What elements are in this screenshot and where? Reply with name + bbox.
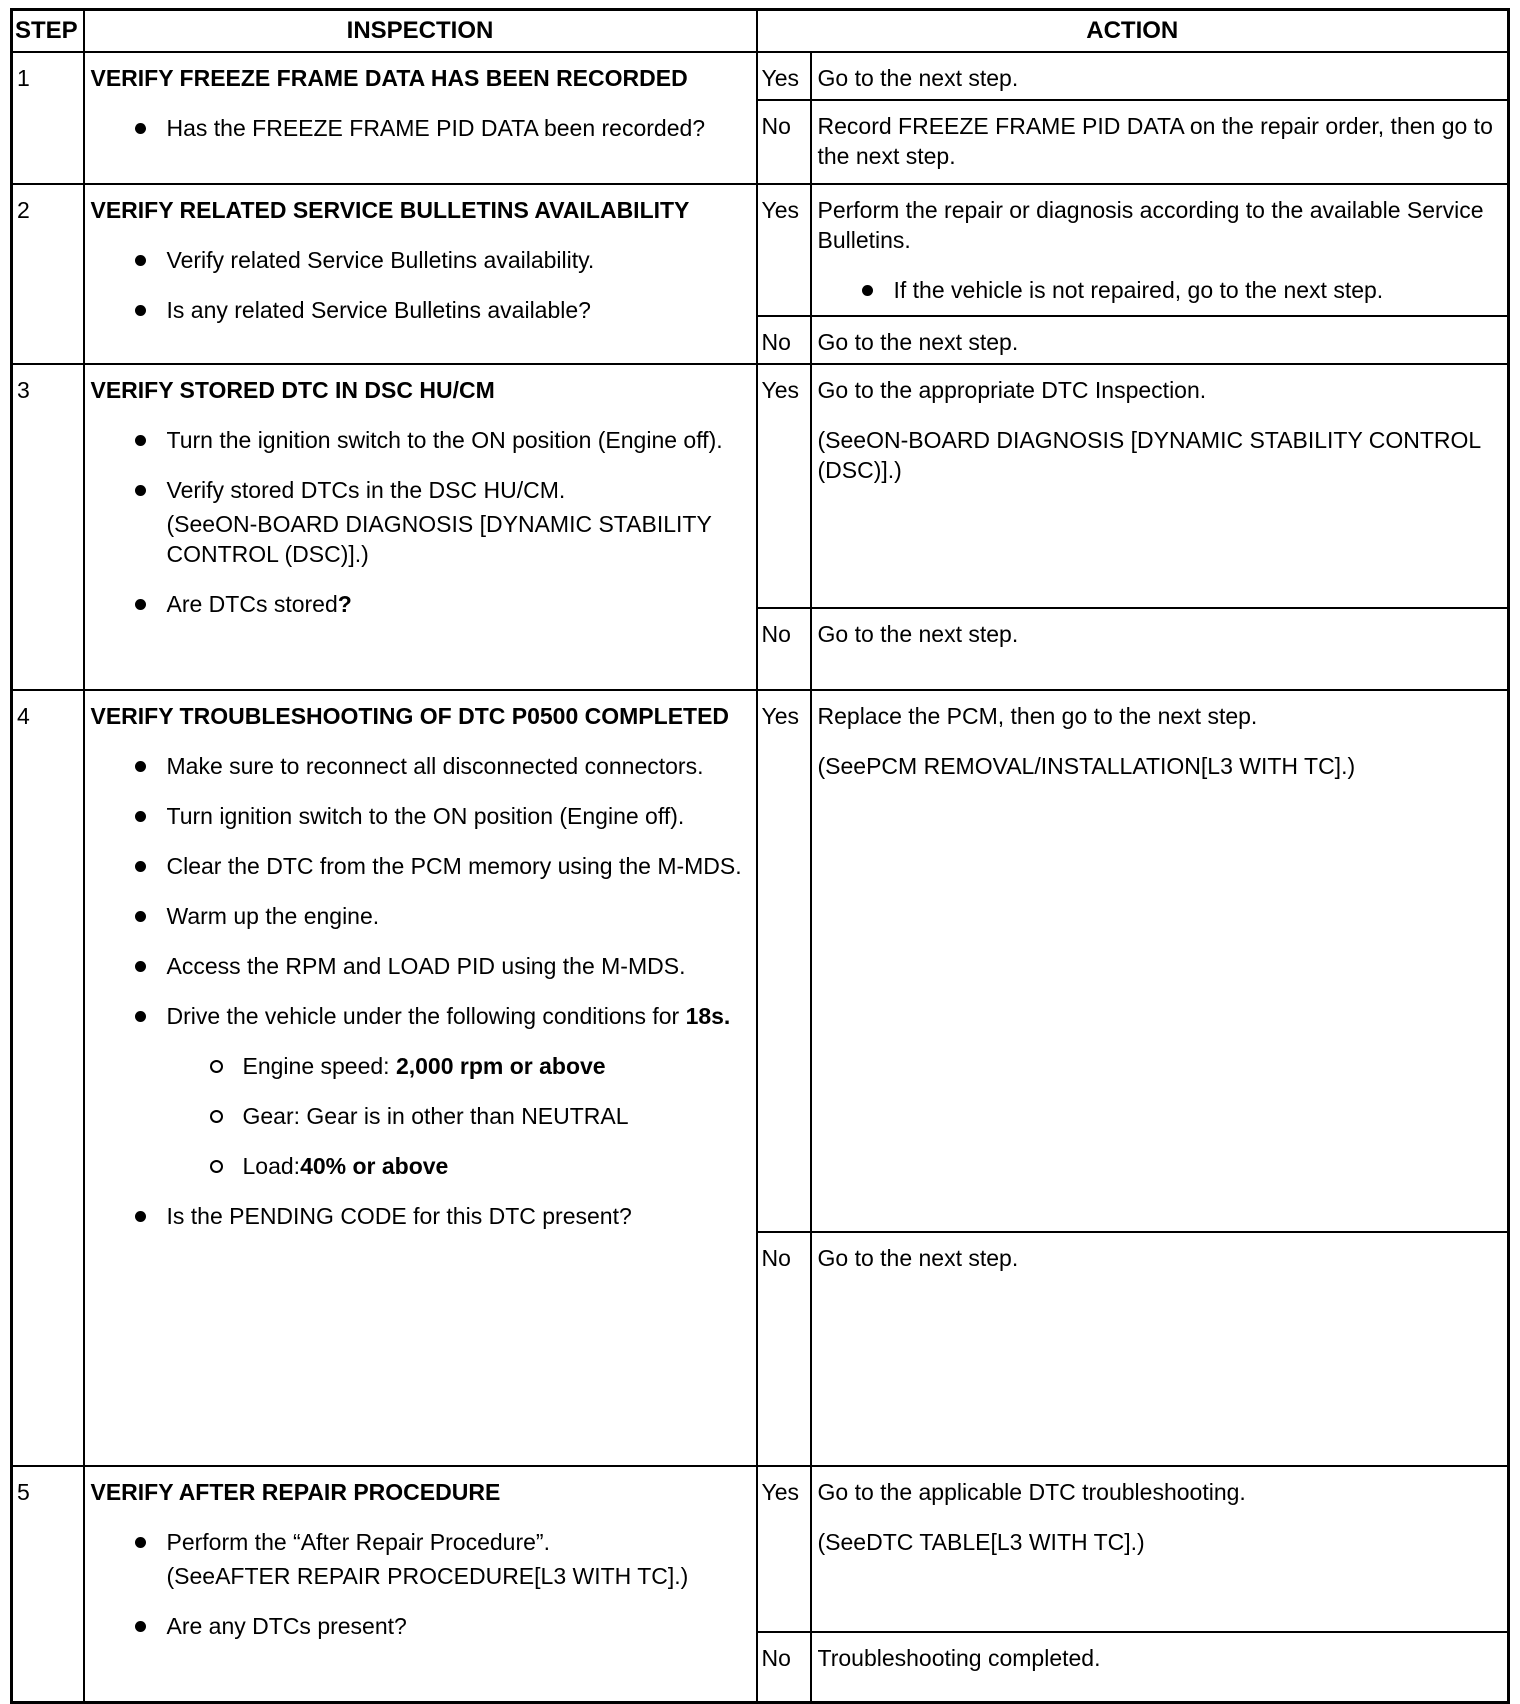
bullet-icon: [135, 123, 146, 134]
bullet-icon: [135, 305, 146, 316]
inspection-item: Has the FREEZE FRAME PID DATA been recorded?: [91, 113, 750, 143]
no-action: [811, 1632, 1509, 1702]
inspection-item: Are DTCs stored?: [91, 589, 750, 619]
condition-item: Gear: Gear is in other than NEUTRAL: [91, 1101, 750, 1131]
step-number: 5: [12, 1466, 84, 1702]
action-text: Record FREEZE FRAME PID DATA on the repair order, then go to the next step.: [817, 113, 1493, 169]
yes-action: [811, 52, 1509, 100]
action-column-header: ACTION: [757, 10, 1509, 53]
yes-action: [811, 364, 1509, 608]
bullet-icon: [135, 1621, 146, 1632]
circle-bullet-icon: [210, 1060, 223, 1073]
bullet-icon: [862, 285, 873, 296]
inspection-item: Verify stored DTCs in the DSC HU/CM.: [91, 475, 750, 505]
step-number: 3: [12, 364, 84, 690]
action-text: Replace the PCM, then go to the next step.: [817, 703, 1258, 729]
header-row: [12, 10, 1509, 53]
no-label: No: [757, 316, 811, 364]
bullet-icon: [135, 485, 146, 496]
yes-label: Yes: [757, 690, 811, 1232]
reference-note: (SeePCM REMOVAL/INSTALLATION[L3 WITH TC].): [817, 753, 1356, 779]
step-number: 1: [12, 52, 84, 184]
step-heading: VERIFY STORED DTC IN DSC HU/CM: [90, 377, 495, 403]
action-text: Go to the next step.: [817, 65, 1019, 91]
step-heading: VERIFY AFTER REPAIR PROCEDURE: [90, 1479, 501, 1505]
action-text: Go to the next step.: [817, 329, 1019, 355]
bullet-icon: [135, 599, 146, 610]
action-text: Go to the appropriate DTC Inspection.: [817, 377, 1207, 403]
no-label: No: [757, 1632, 811, 1702]
inspection-item: Perform the “After Repair Procedure”.: [91, 1527, 750, 1557]
step-number: 4: [12, 690, 84, 1466]
action-bullet: If the vehicle is not repaired, go to the next step.: [818, 275, 1502, 305]
bullet-icon: [135, 1537, 146, 1548]
step-5-yes-row: [12, 1466, 1509, 1632]
inspection-item: Verify related Service Bulletins availability.: [91, 245, 750, 275]
inspection-item: Clear the DTC from the PCM memory using the M-MDS.: [91, 851, 750, 881]
action-text: Go to the next step.: [817, 621, 1019, 647]
diagnostic-table: [10, 8, 1510, 1704]
yes-action: [811, 184, 1509, 316]
bullet-icon: [135, 255, 146, 266]
bullet-icon: [135, 1211, 146, 1222]
inspection-item: Drive the vehicle under the following conditions for 18s. Engine speed: 2,000 rpm or above Gear: Gear is in other than NEUTRAL Load:40% or above: [91, 1001, 750, 1181]
inspection-item: Is any related Service Bulletins available?: [91, 295, 750, 325]
no-action: [811, 608, 1509, 690]
reference-note: (SeeON-BOARD DIAGNOSIS [DYNAMIC STABILITY CONTROL (DSC)].): [166, 511, 712, 567]
yes-action: [811, 1466, 1509, 1632]
condition-item: Load:40% or above: [91, 1151, 750, 1181]
action-text: Go to the next step.: [817, 1245, 1019, 1271]
step-column-header: STEP: [12, 10, 84, 53]
bullet-icon: [135, 761, 146, 772]
action-text: Go to the applicable DTC troubleshooting.: [817, 1479, 1246, 1505]
reference-note: (SeeAFTER REPAIR PROCEDURE[L3 WITH TC].): [166, 1563, 689, 1589]
bullet-icon: [135, 435, 146, 446]
no-label: No: [757, 100, 811, 184]
bullet-icon: [135, 911, 146, 922]
step-3-yes-row: [12, 364, 1509, 608]
step-inspection: [84, 1466, 757, 1702]
inspection-item: Is the PENDING CODE for this DTC present?: [91, 1201, 750, 1231]
step-heading: VERIFY FREEZE FRAME DATA HAS BEEN RECORDED: [90, 65, 688, 91]
no-action: [811, 100, 1509, 184]
bullet-icon: [135, 961, 146, 972]
inspection-item: Turn ignition switch to the ON position (Engine off).: [91, 801, 750, 831]
yes-label: Yes: [757, 184, 811, 316]
circle-bullet-icon: [210, 1110, 223, 1123]
no-label: No: [757, 1232, 811, 1466]
step-number: 2: [12, 184, 84, 364]
yes-label: Yes: [757, 364, 811, 608]
no-action: [811, 316, 1509, 364]
step-4-yes-row: [12, 690, 1509, 1232]
step-inspection: [84, 184, 757, 364]
reference-note: (SeeDTC TABLE[L3 WITH TC].): [817, 1529, 1145, 1555]
step-heading: VERIFY TROUBLESHOOTING OF DTC P0500 COMPLETED: [90, 703, 730, 729]
inspection-item: Make sure to reconnect all disconnected connectors.: [91, 751, 750, 781]
inspection-item: Access the RPM and LOAD PID using the M-MDS.: [91, 951, 750, 981]
no-action: [811, 1232, 1509, 1466]
diagnostic-procedure-sheet: [10, 8, 1510, 1678]
reference-note: (SeeON-BOARD DIAGNOSIS [DYNAMIC STABILITY CONTROL (DSC)].): [817, 427, 1481, 483]
step-2-yes-row: [12, 184, 1509, 316]
step-inspection: [84, 364, 757, 690]
step-heading: VERIFY RELATED SERVICE BULLETINS AVAILABILITY: [90, 197, 690, 223]
bullet-icon: [135, 1011, 146, 1022]
step-inspection: [84, 690, 757, 1466]
action-text: Troubleshooting completed.: [817, 1645, 1101, 1671]
step-1-yes-row: [12, 52, 1509, 100]
yes-label: Yes: [757, 52, 811, 100]
action-text: Perform the repair or diagnosis according to the available Service Bulletins.: [817, 197, 1484, 253]
inspection-column-header: INSPECTION: [84, 10, 757, 53]
yes-action: [811, 690, 1509, 1232]
bullet-icon: [135, 861, 146, 872]
inspection-item: Are any DTCs present?: [91, 1611, 750, 1641]
bullet-icon: [135, 811, 146, 822]
circle-bullet-icon: [210, 1160, 223, 1173]
step-inspection: [84, 52, 757, 184]
inspection-item: Warm up the engine.: [91, 901, 750, 931]
yes-label: Yes: [757, 1466, 811, 1632]
condition-item: Engine speed: 2,000 rpm or above: [91, 1051, 750, 1081]
inspection-item: Turn the ignition switch to the ON position (Engine off).: [91, 425, 750, 455]
no-label: No: [757, 608, 811, 690]
